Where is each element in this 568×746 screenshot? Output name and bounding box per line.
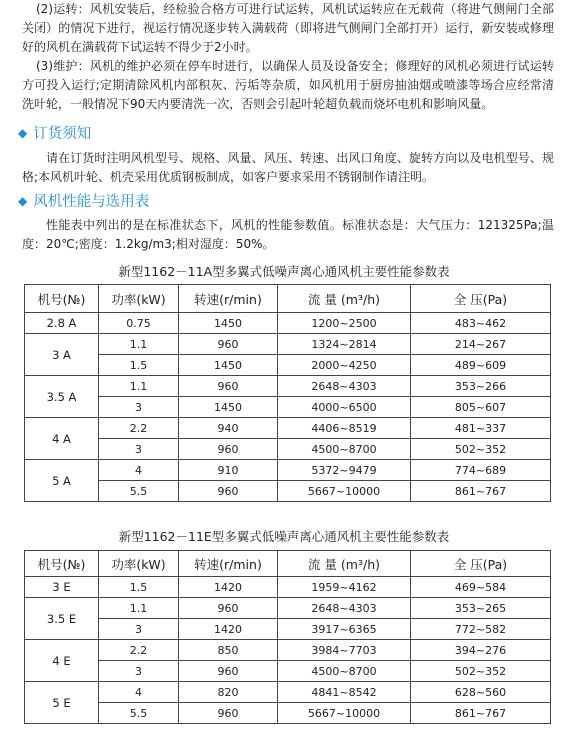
cell-model: 3 A <box>25 334 99 376</box>
table-row <box>25 481 551 502</box>
order-heading <box>18 122 91 143</box>
cell-pressure: 502~352 <box>411 439 551 460</box>
cell-pressure: 353~266 <box>411 376 551 397</box>
cell-power: 1.1 <box>99 334 179 355</box>
cell-model: 3 E <box>25 577 99 598</box>
col-header-power: 功率(kW) <box>99 551 179 577</box>
table2-title: 新型1162－11E型多翼式低噪声离心通风机主要性能参数表 <box>118 529 450 544</box>
performance-paragraph: 性能表中列出的是在标准状态下，风机的性能参数值。标准状态是：大气压力：121325Pa;温度：20℃;密度：1.2kg/m3;相对湿度：50%。 <box>22 218 554 251</box>
cell-speed: 1420 <box>179 577 278 598</box>
cell-model: 5 A <box>25 460 99 502</box>
cell-flow: 2000~4250 <box>278 355 411 376</box>
cell-flow: 2648~4303 <box>278 598 411 619</box>
cell-speed: 1450 <box>179 313 278 334</box>
diamond-bullet-icon: ◆ <box>18 125 28 140</box>
cell-speed: 960 <box>179 703 278 724</box>
cell-flow: 1200~2500 <box>278 313 411 334</box>
cell-pressure: 469~584 <box>411 577 551 598</box>
cell-flow: 4406~8519 <box>278 418 411 439</box>
cell-model: 2.8 A <box>25 313 99 334</box>
cell-power: 1.1 <box>99 376 179 397</box>
cell-flow: 5667~10000 <box>278 703 411 724</box>
operation-paragraph: (2)运转：风机安装后，经检验合格方可进行试运转，风机试运转应在无载荷（将进气侧闸门全部关闭）的情况下进行，视运行情况逐步转入满载荷（即将进气侧闸门全部打开）运行，新安装或修理好的风机在满载荷下试运转不得少于2小时。 <box>22 2 554 54</box>
cell-pressure: 772~582 <box>411 619 551 640</box>
cell-speed: 960 <box>179 439 278 460</box>
table-row <box>25 682 551 703</box>
order-paragraph: 请在订货时注明风机型号、规格、风量、风压、转速、出风口角度、旋转方向以及电机型号、规格;本风机叶轮、机壳采用优质钢板制成，如客户要求采用不锈钢制作请注明。 <box>22 151 554 184</box>
cell-speed: 960 <box>179 376 278 397</box>
cell-model: 4 E <box>25 640 99 682</box>
cell-speed: 850 <box>179 640 278 661</box>
table-row <box>25 397 551 418</box>
cell-pressure: 861~767 <box>411 703 551 724</box>
cell-speed: 910 <box>179 460 278 481</box>
table-row <box>25 439 551 460</box>
cell-flow: 4841~8542 <box>278 682 411 703</box>
cell-power: 4 <box>99 682 179 703</box>
cell-pressure: 483~462 <box>411 313 551 334</box>
cell-pressure: 628~560 <box>411 682 551 703</box>
cell-model: 5 E <box>25 682 99 724</box>
table-row <box>25 355 551 376</box>
cell-pressure: 502~352 <box>411 661 551 682</box>
cell-speed: 960 <box>179 334 278 355</box>
cell-flow: 4000~6500 <box>278 397 411 418</box>
cell-power: 3 <box>99 661 179 682</box>
cell-power: 1.1 <box>99 598 179 619</box>
col-header-model: 机号(№) <box>25 285 99 313</box>
table-row <box>25 334 551 355</box>
table-row <box>25 640 551 661</box>
performance-heading <box>18 190 149 211</box>
cell-power: 1.5 <box>99 355 179 376</box>
table-row <box>25 619 551 640</box>
cell-pressure: 481~337 <box>411 418 551 439</box>
cell-power: 3 <box>99 397 179 418</box>
table-row <box>25 460 551 481</box>
cell-speed: 960 <box>179 598 278 619</box>
cell-speed: 940 <box>179 418 278 439</box>
table-row <box>25 703 551 724</box>
cell-flow: 1324~2814 <box>278 334 411 355</box>
order-heading-label: 订货须知 <box>33 126 92 142</box>
cell-model: 4 A <box>25 418 99 460</box>
col-header-flow: 流 量 (m³/h) <box>278 551 411 577</box>
cell-speed: 820 <box>179 682 278 703</box>
cell-power: 1.5 <box>99 577 179 598</box>
col-header-pressure: 全 压(Pa) <box>411 285 551 313</box>
cell-flow: 5372~9479 <box>278 460 411 481</box>
diamond-bullet-icon: ◆ <box>18 193 28 208</box>
table-row <box>25 598 551 619</box>
cell-power: 5.5 <box>99 703 179 724</box>
col-header-speed: 转速(r/min) <box>179 551 278 577</box>
cell-flow: 1959~4162 <box>278 577 411 598</box>
table1-title: 新型1162－11A型多翼式低噪声离心通风机主要性能参数表 <box>118 264 450 279</box>
cell-flow: 4500~8700 <box>278 661 411 682</box>
cell-speed: 1420 <box>179 619 278 640</box>
table-row <box>25 661 551 682</box>
cell-pressure: 394~276 <box>411 640 551 661</box>
col-header-speed: 转速(r/min) <box>179 285 278 313</box>
cell-model: 3.5 A <box>25 376 99 418</box>
table-row <box>25 313 551 334</box>
cell-power: 3 <box>99 439 179 460</box>
table-row <box>25 418 551 439</box>
cell-flow: 3984~7703 <box>278 640 411 661</box>
cell-model: 3.5 E <box>25 598 99 640</box>
performance-table-11a <box>24 284 551 502</box>
cell-flow: 3917~6365 <box>278 619 411 640</box>
cell-pressure: 489~609 <box>411 355 551 376</box>
cell-power: 0.75 <box>99 313 179 334</box>
cell-power: 5.5 <box>99 481 179 502</box>
col-header-model: 机号(№) <box>25 551 99 577</box>
cell-speed: 960 <box>179 661 278 682</box>
cell-pressure: 214~267 <box>411 334 551 355</box>
cell-speed: 1450 <box>179 355 278 376</box>
cell-pressure: 805~607 <box>411 397 551 418</box>
col-header-power: 功率(kW) <box>99 285 179 313</box>
table-row <box>25 376 551 397</box>
cell-power: 2.2 <box>99 418 179 439</box>
cell-flow: 4500~8700 <box>278 439 411 460</box>
cell-power: 4 <box>99 460 179 481</box>
cell-pressure: 353~265 <box>411 598 551 619</box>
col-header-flow: 流 量 (m³/h) <box>278 285 411 313</box>
cell-flow: 5667~10000 <box>278 481 411 502</box>
cell-power: 3 <box>99 619 179 640</box>
cell-pressure: 774~689 <box>411 460 551 481</box>
cell-speed: 1450 <box>179 397 278 418</box>
performance-heading-label: 风机性能与选用表 <box>33 194 150 210</box>
cell-flow: 2648~4303 <box>278 376 411 397</box>
cell-speed: 960 <box>179 481 278 502</box>
col-header-pressure: 全 压(Pa) <box>411 551 551 577</box>
cell-pressure: 861~767 <box>411 481 551 502</box>
performance-table-11e <box>24 550 551 724</box>
cell-power: 2.2 <box>99 640 179 661</box>
table-row <box>25 577 551 598</box>
maintenance-paragraph: (3)维护：风机的维护必须在停车时进行，以确保人员及设备安全；修理好的风机必须进行试运转方可投入运行;定期清除风机内部积灰、污垢等杂质，如风机用于厨房抽油烟或喷漆等场合应经常清洗叶轮，一般情况下90天内要清洗一次，否则会引起叶轮超负载而烧坏电机和影响风量。 <box>22 59 554 111</box>
